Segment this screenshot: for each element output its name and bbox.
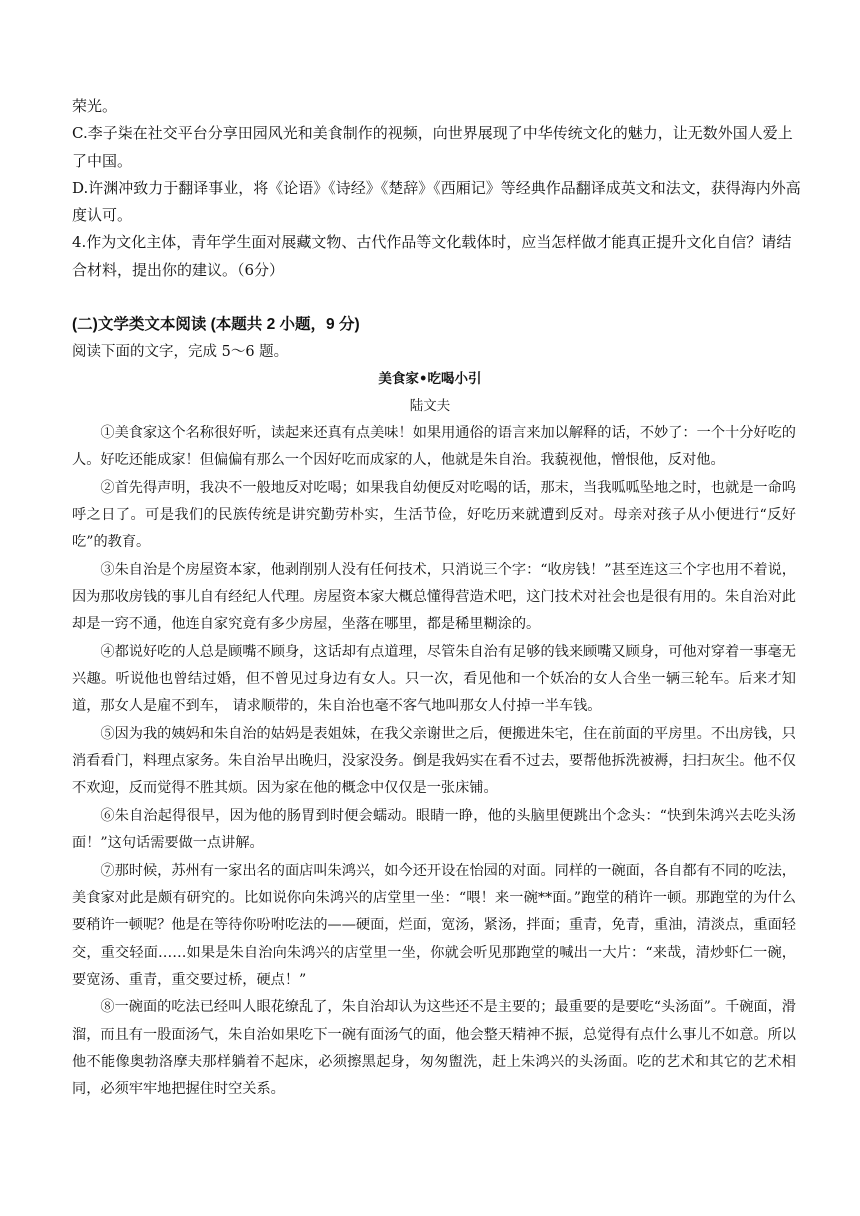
option-c: C.李子柒在社交平台分享田园风光和美食制作的视频，向世界展现了中华传统文化的魅力，让无数外国人爱上了中国。 [72,124,793,170]
article-author: 陆文夫 [409,398,451,414]
paragraph-1: ①美食家这个名称很好听，读起来还真有点美味！如果用通俗的语言来加以解释的话，不妙了：一个十分好吃的人。好吃还能成家！但偏偏有那么一个因好吃而成家的人，他就是朱自治。我藐视他，憎恨他，反对他。 [72,425,796,469]
paragraph-7: ⑦那时候，苏州有一家出名的面店叫朱鸿兴，如今还开设在怡园的对面。同样的一碗面，各自都有不同的吃法，美食家对此是颇有研究的。比如说你向朱鸿兴的店堂里一坐：“喂！来一碗**面。”跑堂的稍许一顿。那跑堂的为什么要稍许一顿呢？他是在等待你吩咐吃法的——硬面，烂面，宽汤，紧汤，拌面；重青，免青，重油，清淡点，重面轻交，重交轻面……如果是朱自治向朱鸿兴的店堂里一坐，你就会听见那跑堂的喊出一大片：“来哉，清炒虾仁一碗，要宽汤、重青，重交要过桥，硬点！” [72,862,796,988]
previous-question-block [72,93,802,284]
question-4: 4.作为文化主体，青年学生面对展藏文物、古代作品等文化载体时，应当怎样做才能真正提升文化自信？请结合材料，提出你的建议。（6分） [72,233,792,279]
section-heading: (二)文学类文本阅读 (本题共 2 小题，9 分) [72,316,360,333]
paragraph-5: ⑤因为我的姨妈和朱自治的姑妈是表姐妹，在我父亲谢世之后，便搬进朱宅，住在前面的平房里。不出房钱，只消看看门，料理点家务。朱自治早出晚归，没家没务。倒是我妈实在看不过去，要帮他拆洗被褥，扫扫灰尘。他不仅不欢迎，反而觉得不胜其烦。因为家在他的概念中仅仅是一张床铺。 [72,725,796,797]
paragraph-6: ⑥朱自治起得很早，因为他的肠胃到时便会蠕动。眼睛一睁，他的头脑里便跳出个念头：“快到朱鸿兴去吃头汤面！”这句话需要做一点讲解。 [72,807,796,852]
paragraph-2: ②首先得声明，我决不一般地反对吃喝；如果我自幼便反对吃喝的话，那末，当我呱呱坠地之时，也就是一命呜呼之日了。可是我们的民族传统是讲究勤劳朴实，生活节俭，好吃历来就遭到反对。母亲对孩子从小便进行“反好吃”的教育。 [72,479,796,551]
article-body [72,420,796,1104]
article-title: 美食家•吃喝小引 [378,371,482,387]
option-b-tail: 荣光。 [72,97,118,115]
paragraph-8: ⑧一碗面的吃法已经叫人眼花缭乱了，朱自治却认为这些还不是主要的；最重要的是要吃“头汤面”。千碗面，滑溜，而且有一股面汤气，朱自治如果吃下一碗有面汤气的面，他会整天精神不振，总觉得有点什么事儿不如意。所以他不能像奥勃洛摩夫那样躺着不起床，必须擦黑起身，匆匆盥洗，赶上朱鸿兴的头汤面。吃的艺术和其它的艺术相同，必须牢牢地把握住时空关系。 [72,999,796,1098]
paragraph-4: ④都说好吃的人总是顾嘴不顾身，这话却有点道理，尽管朱自治有足够的钱来顾嘴又顾身，可他对穿着一事毫无兴趣。听说他也曾结过婚，但不曾见过身边有女人。只一次，看见他和一个妖冶的女人合坐一辆三轮车。后来才知道，那女人是雇不到车， 请求顺带的，朱自治也毫不客气地叫那女人付掉一半车钱。 [72,643,796,715]
reading-instruction: 阅读下面的文字，完成 5～6 题。 [72,344,289,360]
paragraph-3: ③朱自治是个房屋资本家，他剥削别人没有任何技术，只消说三个字：“收房钱！”甚至连这三个字也用不着说，因为那收房钱的事儿自有经纪人代理。房屋资本家大概总懂得营造术吧，这门技术对社会也是很有用的。朱自治对此却是一窍不通，他连自家究竟有多少房屋，坐落在哪里，都是稀里糊涂的。 [72,561,796,633]
option-d: D.许渊冲致力于翻译事业，将《论语》《诗经》《楚辞》《西厢记》等经典作品翻译成英文和法文，获得海内外高度认可。 [72,178,801,225]
